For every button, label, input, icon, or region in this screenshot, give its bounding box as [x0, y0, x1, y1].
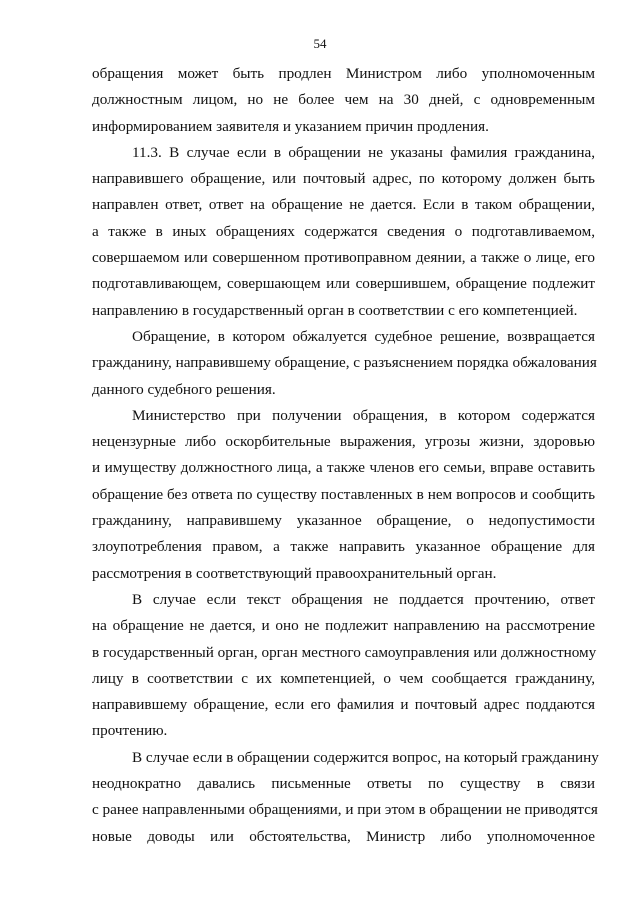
text-line: направившего обращение, или почтовый адрес, по которому должен быть — [92, 170, 595, 188]
text-line: нецензурные либо оскорбительные выражения, угрозы жизни, здоровью — [92, 433, 595, 451]
text-line: данного судебного решения. — [92, 380, 276, 398]
text-line: и имуществу должностного лица, а также членов его семьи, вправе оставить — [92, 459, 595, 477]
text-line: лицу в соответствии с их компетенцией, о чем сообщается гражданину, — [92, 669, 595, 687]
text-line: направившему обращение, если его фамилия и почтовый адрес поддаются — [92, 696, 595, 714]
page-number: 54 — [313, 36, 327, 51]
text-line: на обращение не дается, и оно не подлежит направлению на рассмотрение — [92, 617, 595, 635]
text-line: подготавливающем, совершающем или совершившем, обращение подлежит — [92, 275, 595, 293]
paragraph — [92, 403, 595, 587]
text-line: 11.3. В случае если в обращении не указаны фамилия гражданина, — [132, 143, 595, 161]
text-line: обращение без ответа по существу поставленных в нем вопросов и сообщить — [92, 485, 595, 503]
text-line: обращения может быть продлен Министром либо уполномоченным — [92, 65, 595, 82]
paragraph — [92, 745, 599, 850]
text-line: направлению в государственный орган в соответствии с его компетенцией. — [92, 301, 578, 319]
text-line: в государственный орган, орган местного самоуправления или должностному — [92, 643, 597, 661]
text-line: совершаемом или совершенном противоправном деянии, а также о лице, его — [92, 249, 595, 267]
text-line: прочтению. — [92, 722, 168, 740]
text-line: неоднократно давались письменные ответы по существу в связи — [92, 775, 595, 793]
paragraph — [92, 587, 595, 745]
text-line: новые доводы или обстоятельства, Министр либо уполномоченное — [92, 827, 595, 845]
text-line: направлен ответ, ответ на обращение не дается. Если в таком обращении, — [92, 196, 595, 214]
text-line: рассмотрения в соответствующий правоохранительный орган. — [92, 564, 497, 582]
paragraph — [92, 324, 595, 403]
text-line: Обращение, в котором обжалуется судебное решение, возвращается — [132, 327, 595, 345]
paragraph — [92, 140, 595, 324]
text-line: гражданину, направившему указанное обращение, о недопустимости — [92, 512, 595, 530]
text-line: а также в иных обращениях содержатся сведения о подготавливаемом, — [92, 222, 595, 240]
text-line: должностным лицом, но не более чем на 30 дней, с одновременным — [92, 91, 595, 109]
text-line: гражданину, направившему обращение, с разъяснением порядка обжалования — [92, 354, 597, 372]
text-line: информированием заявителя и указанием причин продления. — [92, 117, 489, 135]
document-body — [92, 61, 599, 850]
text-line: злоупотребления правом, а также направить указанное обращение для — [92, 538, 595, 556]
paragraph — [92, 61, 595, 140]
text-line: В случае если текст обращения не поддается прочтению, ответ — [132, 590, 595, 608]
text-line: с ранее направленными обращениями, и при этом в обращении не приводятся — [92, 801, 598, 819]
text-line: Министерство при получении обращения, в котором содержатся — [132, 406, 595, 424]
text-line: В случае если в обращении содержится вопрос, на который гражданину — [132, 748, 599, 766]
